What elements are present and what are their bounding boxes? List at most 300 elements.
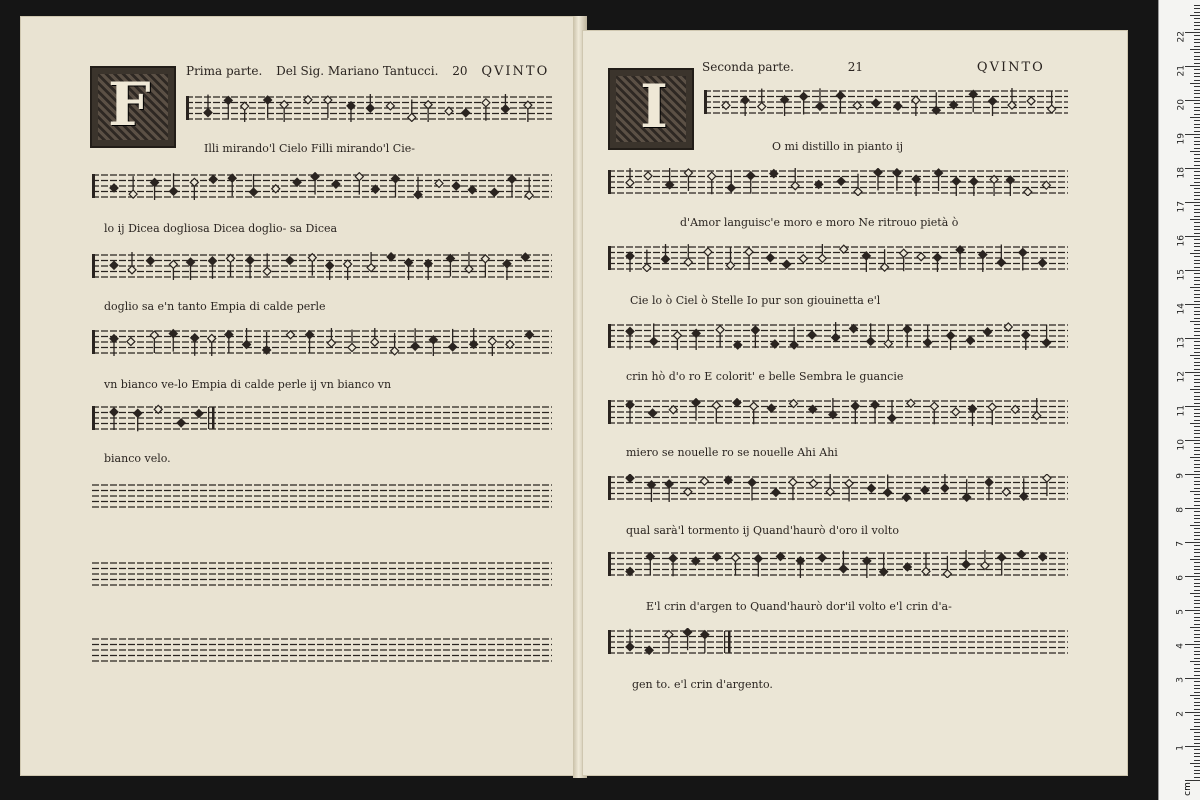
- ruler-tick: [1194, 301, 1200, 302]
- note-head: [626, 474, 634, 482]
- note-head: [488, 337, 496, 345]
- ruler-tick: [1194, 76, 1200, 77]
- ruler-tick: [1194, 443, 1200, 444]
- ruler-tick: [1194, 715, 1200, 716]
- note-head: [332, 180, 340, 188]
- note-head: [854, 188, 862, 196]
- note-head: [943, 570, 951, 578]
- note-head: [626, 179, 634, 187]
- ruler-tick: [1194, 22, 1200, 23]
- ruler-tick: [1194, 127, 1200, 128]
- note-head: [327, 339, 335, 347]
- ruler-tick: [1194, 603, 1200, 604]
- ruler-tick: [1194, 229, 1200, 230]
- music-staff: [608, 168, 1068, 196]
- ruler-tick: [1194, 736, 1200, 737]
- ruler-tick: [1194, 545, 1200, 546]
- note-head: [684, 628, 692, 636]
- page-number: 21: [847, 60, 864, 74]
- ruler-tick: [1194, 749, 1200, 750]
- ruler-tick: [1190, 355, 1200, 356]
- ruler-tick: [1194, 590, 1200, 591]
- music-staff: [704, 88, 1068, 116]
- ruler-tick: [1194, 705, 1200, 706]
- clef-mark: [608, 246, 611, 270]
- note-head: [731, 554, 739, 562]
- note-head: [789, 478, 797, 486]
- ruler-tick: [1190, 627, 1200, 628]
- clef-mark: [608, 400, 611, 424]
- note-head: [930, 402, 938, 410]
- ruler-tick: [1190, 185, 1200, 186]
- note-head: [818, 554, 826, 562]
- ruler-number: 21: [1176, 65, 1186, 77]
- ruler-tick: [1194, 297, 1200, 298]
- left-page: [20, 16, 579, 776]
- note-head: [966, 336, 974, 344]
- ruler-tick: [1185, 338, 1200, 339]
- ruler-tick: [1194, 535, 1200, 536]
- note-head: [646, 553, 654, 561]
- ruler-tick: [1190, 49, 1200, 50]
- ruler-tick: [1194, 722, 1200, 723]
- ruler-tick: [1185, 746, 1200, 747]
- note-head: [387, 253, 395, 261]
- ruler-tick: [1185, 372, 1200, 373]
- ruler-tick: [1194, 498, 1200, 499]
- note-head: [191, 334, 199, 342]
- ruler-tick: [1190, 321, 1200, 322]
- note-head: [150, 331, 158, 339]
- note-head: [169, 260, 177, 268]
- right-page: [582, 30, 1128, 776]
- ruler-tick: [1194, 144, 1200, 145]
- ruler-tick: [1194, 668, 1200, 669]
- note-head: [462, 109, 470, 117]
- ruler-tick: [1194, 188, 1200, 189]
- ruler-tick: [1194, 739, 1200, 740]
- note-head: [293, 178, 301, 186]
- note-head: [1033, 412, 1041, 420]
- ruler-tick: [1194, 719, 1200, 720]
- note-head: [306, 331, 314, 339]
- note-head: [989, 97, 997, 105]
- note-head: [408, 113, 416, 121]
- note-head: [626, 327, 634, 335]
- ruler-tick: [1190, 117, 1200, 118]
- ruler-tick: [1190, 83, 1200, 84]
- ruler-unit-label: cm: [1183, 782, 1194, 796]
- music-staff-final: [92, 404, 552, 432]
- note-head: [748, 478, 756, 486]
- ruler-tick: [1194, 273, 1200, 274]
- note-head: [839, 565, 847, 573]
- ruler-tick: [1185, 644, 1200, 645]
- ruler-tick: [1194, 25, 1200, 26]
- music-staff: [186, 94, 552, 122]
- ruler-tick: [1194, 216, 1200, 217]
- note-head: [1004, 323, 1012, 331]
- note-head: [867, 337, 875, 345]
- note-head: [734, 341, 742, 349]
- ruler-tick: [1185, 576, 1200, 577]
- ruler-tick: [1194, 437, 1200, 438]
- ruler-tick: [1194, 165, 1200, 166]
- ruler-tick: [1190, 559, 1200, 560]
- staff-lines: [92, 252, 552, 280]
- note-head: [208, 257, 216, 265]
- ruler-tick: [1194, 596, 1200, 597]
- staff-lines: [92, 560, 552, 588]
- note-head: [311, 173, 319, 181]
- ruler-tick: [1194, 352, 1200, 353]
- note-head: [924, 339, 932, 347]
- note-head: [391, 175, 399, 183]
- note-head: [151, 178, 159, 186]
- ruler-tick: [1194, 294, 1200, 295]
- ruler-tick: [1194, 630, 1200, 631]
- note-head: [286, 331, 294, 339]
- note-head: [962, 560, 970, 568]
- ruler-tick: [1194, 148, 1200, 149]
- ruler-tick: [1194, 90, 1200, 91]
- ruler-tick: [1194, 348, 1200, 349]
- ruler-tick: [1194, 345, 1200, 346]
- ruler-tick: [1185, 440, 1200, 441]
- note-head: [190, 178, 198, 186]
- note-head: [790, 341, 798, 349]
- ruler-tick: [1194, 246, 1200, 247]
- note-head: [1024, 188, 1032, 196]
- page-number: 20: [452, 64, 468, 78]
- note-head: [851, 402, 859, 410]
- note-head: [684, 258, 692, 266]
- note-head: [867, 484, 875, 492]
- ruler-tick: [1194, 562, 1200, 563]
- ruler-tick: [1194, 154, 1200, 155]
- note-head: [952, 408, 960, 416]
- ruler-tick: [1194, 501, 1200, 502]
- ruler-tick: [1194, 59, 1200, 60]
- ruler-tick: [1194, 362, 1200, 363]
- ruler-tick: [1194, 103, 1200, 104]
- ruler-tick: [1194, 481, 1200, 482]
- note-head: [1002, 488, 1010, 496]
- ruler-number: 11: [1176, 405, 1186, 417]
- note-head: [988, 403, 996, 411]
- ruler-number: 1: [1176, 745, 1186, 751]
- note-head: [701, 631, 709, 639]
- note-head: [881, 263, 889, 271]
- ruler-tick: [1194, 5, 1200, 6]
- note-head: [970, 177, 978, 185]
- staff-lines: [608, 322, 1068, 350]
- ruler-tick: [1194, 450, 1200, 451]
- clef-mark: [608, 324, 611, 348]
- ruler-tick: [1194, 226, 1200, 227]
- note-head: [871, 401, 879, 409]
- note-head: [525, 331, 533, 339]
- note-head: [853, 101, 861, 109]
- ruler-number: 18: [1176, 167, 1186, 179]
- ruler-tick: [1185, 202, 1200, 203]
- note-head: [1022, 331, 1030, 339]
- note-head: [791, 182, 799, 190]
- note-head: [1019, 249, 1027, 257]
- ruler-tick: [1194, 324, 1200, 325]
- ruler-number: 17: [1176, 201, 1186, 213]
- ruler-tick: [1194, 460, 1200, 461]
- ruler-tick: [1194, 617, 1200, 618]
- ruler-number: 9: [1176, 473, 1186, 479]
- ruler-tick: [1194, 141, 1200, 142]
- open-book: [8, 6, 1158, 794]
- note-head: [241, 102, 249, 110]
- note-head: [766, 254, 774, 262]
- ruler-tick: [1194, 195, 1200, 196]
- note-head: [344, 260, 352, 268]
- ruler-tick: [1194, 454, 1200, 455]
- note-head: [650, 337, 658, 345]
- note-head: [110, 261, 118, 269]
- note-head: [673, 331, 681, 339]
- note-head: [405, 258, 413, 266]
- lyric-line: d'Amor languisc'e moro e moro Ne ritrouo pietà ò: [680, 216, 959, 229]
- ruler-tick: [1194, 651, 1200, 652]
- part-label: Prima parte.: [186, 64, 263, 78]
- clef-mark: [704, 90, 707, 114]
- clef-mark: [92, 406, 95, 430]
- note-head: [818, 254, 826, 262]
- ruler-tick: [1194, 447, 1200, 448]
- ruler-tick: [1194, 341, 1200, 342]
- ruler-tick: [1190, 389, 1200, 390]
- ruler-tick: [1194, 511, 1200, 512]
- note-head: [662, 255, 670, 263]
- ruler-tick: [1194, 256, 1200, 257]
- ruler-tick: [1194, 583, 1200, 584]
- ruler-number: 19: [1176, 133, 1186, 145]
- note-head: [917, 253, 925, 261]
- ruler-tick: [1185, 168, 1200, 169]
- note-head: [808, 331, 816, 339]
- ruler-tick: [1194, 777, 1200, 778]
- note-head: [900, 249, 908, 257]
- note-head: [921, 486, 929, 494]
- note-head: [708, 172, 716, 180]
- ruler-tick: [1194, 73, 1200, 74]
- ruler-tick: [1194, 209, 1200, 210]
- note-head: [800, 93, 808, 101]
- ruler-number: 8: [1176, 507, 1186, 513]
- note-head: [893, 169, 901, 177]
- empty-staff: [92, 560, 552, 588]
- clef-mark: [92, 254, 95, 278]
- final-barline: [724, 631, 725, 653]
- note-head: [501, 105, 509, 113]
- ruler-tick: [1190, 491, 1200, 492]
- note-head: [187, 258, 195, 266]
- music-staff-final: [608, 628, 1068, 656]
- ruler-tick: [1194, 624, 1200, 625]
- ruler-number: 20: [1176, 99, 1186, 111]
- final-barline: [212, 407, 215, 429]
- note-head: [481, 255, 489, 263]
- ruler-tick: [1194, 569, 1200, 570]
- ruler-tick: [1194, 732, 1200, 733]
- staff-lines: [92, 328, 552, 356]
- ruler-tick: [1194, 681, 1200, 682]
- ruler-tick: [1194, 161, 1200, 162]
- note-head: [816, 102, 824, 110]
- note-head: [170, 187, 178, 195]
- ruler-tick: [1185, 100, 1200, 101]
- ruler-tick: [1194, 773, 1200, 774]
- lyric-line: qual sarà'l tormento ij Quand'haurò d'oro il volto: [626, 524, 899, 537]
- ruler-tick: [1194, 192, 1200, 193]
- note-head: [348, 344, 356, 352]
- staff-lines: [608, 168, 1068, 196]
- ruler-tick: [1194, 573, 1200, 574]
- final-barline: [208, 407, 209, 429]
- ruler-tick: [1194, 579, 1200, 580]
- note-head: [963, 493, 971, 501]
- note-head: [452, 182, 460, 190]
- note-head: [286, 256, 294, 264]
- note-head: [1006, 176, 1014, 184]
- note-head: [912, 96, 920, 104]
- note-head: [411, 342, 419, 350]
- note-head: [902, 493, 910, 501]
- ruler-tick: [1190, 219, 1200, 220]
- note-head: [922, 567, 930, 575]
- note-head: [894, 102, 902, 110]
- ruler-tick: [1194, 766, 1200, 767]
- lyric-line: miero se nouelle ro se nouelle Ahi Ahi: [626, 446, 838, 459]
- ruler-tick: [1185, 610, 1200, 611]
- ruler-tick: [1194, 233, 1200, 234]
- ruler-tick: [1194, 29, 1200, 30]
- ruler-tick: [1185, 780, 1200, 781]
- ruler-tick: [1194, 52, 1200, 53]
- staff-lines: [92, 482, 552, 510]
- note-head: [366, 104, 374, 112]
- ruler-tick: [1194, 420, 1200, 421]
- ruler-tick: [1194, 314, 1200, 315]
- note-head: [832, 334, 840, 342]
- note-head: [482, 99, 490, 107]
- ruler-tick: [1185, 270, 1200, 271]
- ruler-tick: [1194, 158, 1200, 159]
- ruler-tick: [1185, 712, 1200, 713]
- ruler-tick: [1194, 515, 1200, 516]
- ruler-tick: [1194, 430, 1200, 431]
- ruler-tick: [1194, 399, 1200, 400]
- ruler-tick: [1190, 253, 1200, 254]
- decorated-initial-i: [608, 68, 694, 150]
- ruler-tick: [1190, 423, 1200, 424]
- note-head: [713, 553, 721, 561]
- note-head: [665, 631, 673, 639]
- initial-letter: I: [640, 72, 669, 142]
- ruler-tick: [1194, 80, 1200, 81]
- ruler-number: 7: [1176, 541, 1186, 547]
- staff-lines: [704, 88, 1068, 116]
- ruler-number: 6: [1176, 575, 1186, 581]
- music-staff: [608, 322, 1068, 350]
- page-header: [702, 60, 1055, 75]
- ruler-tick: [1194, 641, 1200, 642]
- note-head: [783, 260, 791, 268]
- ruler-tick: [1194, 365, 1200, 366]
- staff-lines: [608, 550, 1068, 578]
- ruler-tick: [1190, 287, 1200, 288]
- ruler-tick: [1194, 685, 1200, 686]
- music-staff: [92, 252, 552, 280]
- lyric-line: gen to. e'l crin d'argento.: [632, 678, 773, 691]
- lyric-line: bianco velo.: [104, 452, 171, 465]
- note-head: [649, 409, 657, 417]
- note-head: [355, 173, 363, 181]
- note-head: [326, 262, 334, 270]
- ruler-tick: [1194, 267, 1200, 268]
- ruler-tick: [1190, 457, 1200, 458]
- ruler-tick: [1194, 46, 1200, 47]
- ruler-tick: [1194, 698, 1200, 699]
- ruler-tick: [1194, 110, 1200, 111]
- ruler-tick: [1194, 409, 1200, 410]
- ruler-tick: [1194, 522, 1200, 523]
- ruler-tick: [1194, 654, 1200, 655]
- ruler-tick: [1194, 726, 1200, 727]
- music-staff: [92, 172, 552, 200]
- voice-label: QVINTO: [481, 64, 550, 79]
- note-head: [386, 102, 394, 110]
- ruler-tick: [1194, 8, 1200, 9]
- note-head: [626, 567, 634, 575]
- note-head: [250, 188, 258, 196]
- ruler-tick: [1194, 120, 1200, 121]
- ruler-tick: [1190, 151, 1200, 152]
- lyric-line: vn bianco ve-lo Empia di calde perle ij vn bianco vn: [104, 378, 392, 391]
- note-head: [626, 643, 634, 651]
- ruler-tick: [1194, 205, 1200, 206]
- ruler-tick: [1194, 39, 1200, 40]
- ruler-tick: [1194, 86, 1200, 87]
- note-head: [984, 328, 992, 336]
- ruler-tick: [1194, 42, 1200, 43]
- ruler-tick: [1194, 532, 1200, 533]
- ruler-tick: [1194, 335, 1200, 336]
- staff-lines: [92, 636, 552, 664]
- note-head: [669, 554, 677, 562]
- ruler-tick: [1194, 756, 1200, 757]
- ruler-tick: [1194, 277, 1200, 278]
- ruler-tick: [1194, 743, 1200, 744]
- note-head: [750, 402, 758, 410]
- note-head: [684, 488, 692, 496]
- lyric-line: E'l crin d'argen to Quand'haurò dor'il volto e'l crin d'a-: [646, 600, 952, 613]
- note-head: [449, 343, 457, 351]
- note-head: [367, 264, 375, 272]
- ruler-tick: [1185, 542, 1200, 543]
- ruler-tick: [1194, 243, 1200, 244]
- ruler-tick: [1190, 525, 1200, 526]
- note-head: [263, 267, 271, 275]
- note-head: [468, 186, 476, 194]
- note-head: [209, 175, 217, 183]
- ruler-tick: [1194, 199, 1200, 200]
